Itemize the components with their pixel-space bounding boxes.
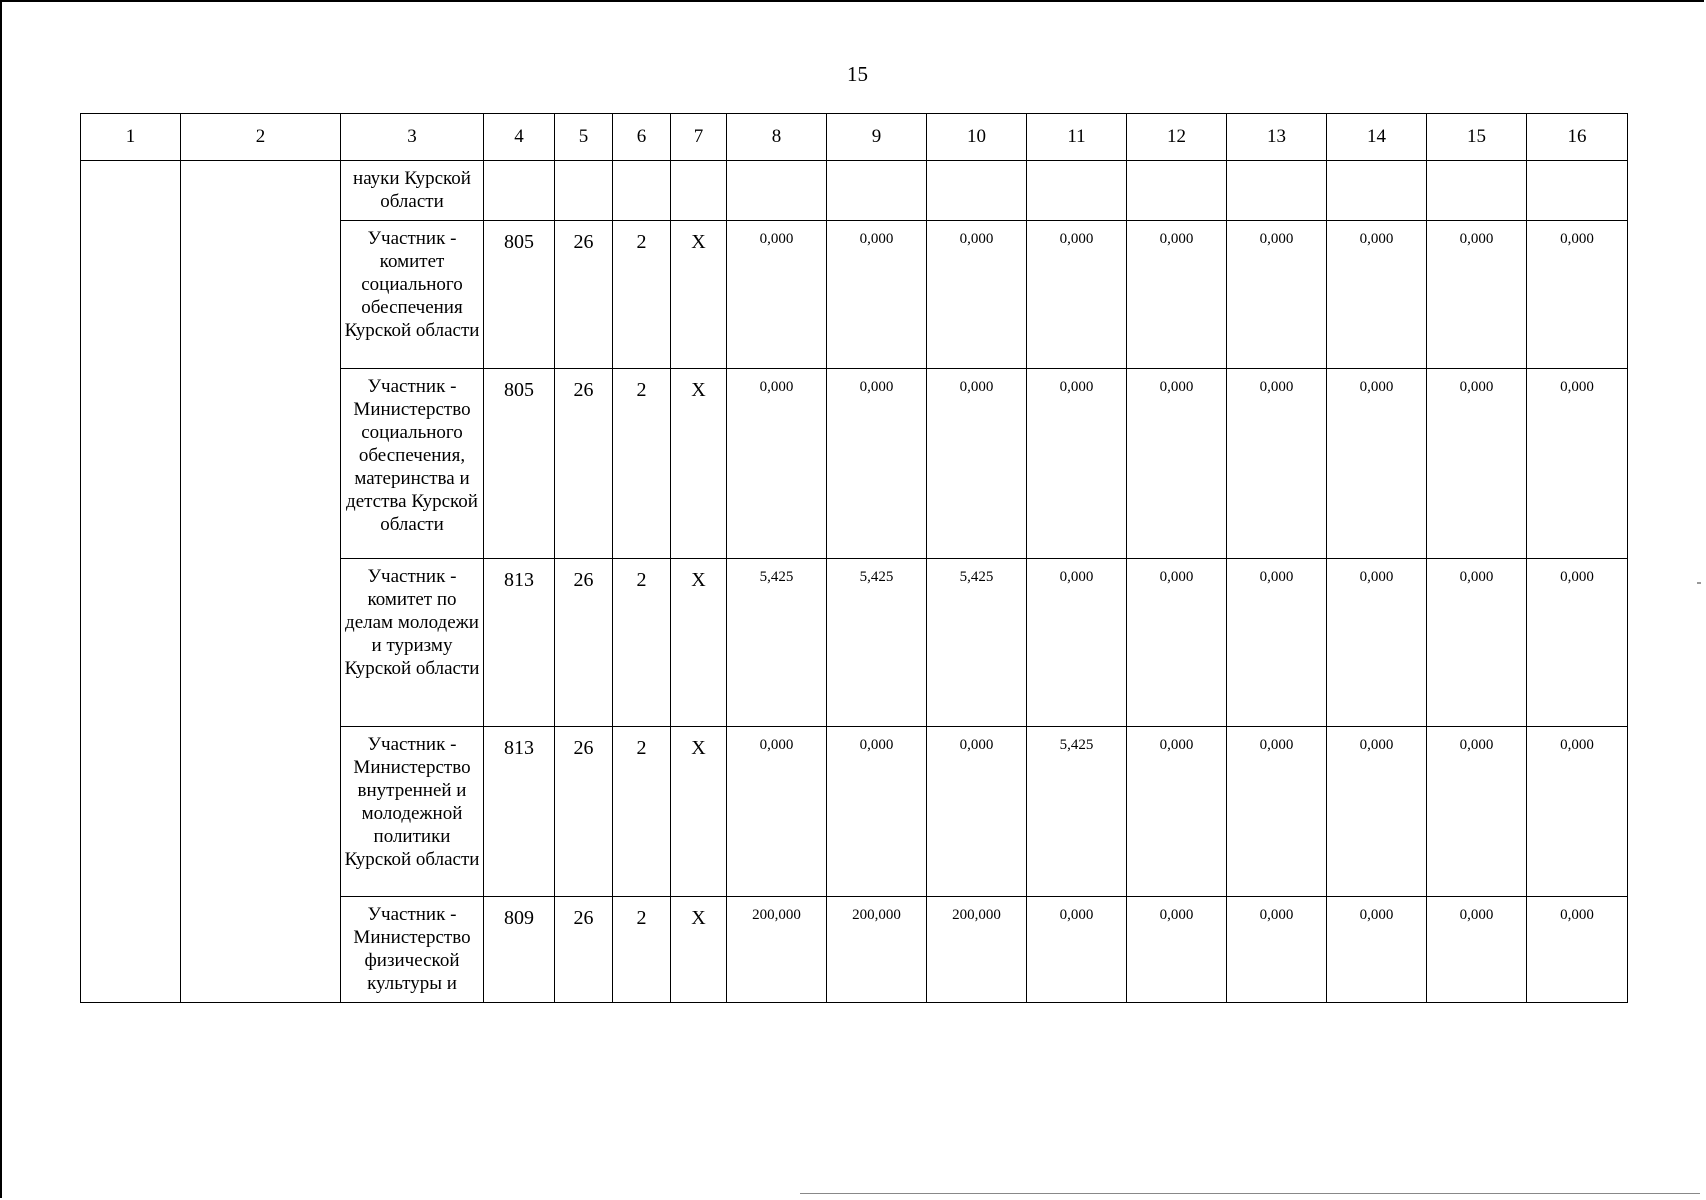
value-cell-col-9: 0,000: [827, 221, 927, 369]
value-cell-col-8: 0,000: [727, 221, 827, 369]
participant-cell: Участник - Министерство социального обеспечения, материнства и детства Курской области: [341, 369, 484, 559]
code-cell-col-6: 2: [613, 369, 671, 559]
value-cell-col-15: 0,000: [1427, 897, 1527, 1003]
code-cell-col-5: [555, 161, 613, 221]
value-cell-col-16: 0,000: [1527, 559, 1628, 727]
value-cell-col-15: 0,000: [1427, 221, 1527, 369]
code-cell-col-6: 2: [613, 727, 671, 897]
table-body: [81, 161, 1628, 1003]
value-cell-col-16: 0,000: [1527, 369, 1628, 559]
value-cell-col-14: 0,000: [1327, 221, 1427, 369]
value-cell-col-14: 0,000: [1327, 559, 1427, 727]
value-cell-col-16: 0,000: [1527, 727, 1628, 897]
value-cell-col-12: 0,000: [1127, 897, 1227, 1003]
code-cell-col-4: 809: [484, 897, 555, 1003]
value-cell-col-14: [1327, 161, 1427, 221]
code-cell-col-7: [671, 161, 727, 221]
code-cell-col-5: 26: [555, 727, 613, 897]
code-cell-col-6: 2: [613, 221, 671, 369]
value-cell-col-12: [1127, 161, 1227, 221]
column-number-15: 15: [1427, 114, 1527, 161]
code-cell-col-6: [613, 161, 671, 221]
value-cell-col-15: 0,000: [1427, 559, 1527, 727]
code-cell-col-4: [484, 161, 555, 221]
value-cell-col-14: 0,000: [1327, 727, 1427, 897]
value-cell-col-16: 0,000: [1527, 897, 1628, 1003]
merged-cell-col-1: [81, 161, 181, 1003]
value-cell-col-9: 5,425: [827, 559, 927, 727]
scan-artifact-line: [800, 1193, 1700, 1194]
value-cell-col-10: 0,000: [927, 369, 1027, 559]
code-cell-col-7: Х: [671, 221, 727, 369]
column-number-5: 5: [555, 114, 613, 161]
value-cell-col-13: 0,000: [1227, 727, 1327, 897]
value-cell-col-11: 0,000: [1027, 897, 1127, 1003]
value-cell-col-12: 0,000: [1127, 727, 1227, 897]
value-cell-col-8: 0,000: [727, 369, 827, 559]
participant-cell: науки Курской области: [341, 161, 484, 221]
value-cell-col-15: 0,000: [1427, 727, 1527, 897]
code-cell-col-5: 26: [555, 897, 613, 1003]
value-cell-col-12: 0,000: [1127, 559, 1227, 727]
code-cell-col-7: Х: [671, 559, 727, 727]
value-cell-col-16: [1527, 161, 1628, 221]
value-cell-col-9: 0,000: [827, 727, 927, 897]
value-cell-col-15: 0,000: [1427, 369, 1527, 559]
value-cell-col-15: [1427, 161, 1527, 221]
value-cell-col-13: 0,000: [1227, 221, 1327, 369]
value-cell-col-11: 0,000: [1027, 559, 1127, 727]
value-cell-col-8: 0,000: [727, 727, 827, 897]
column-number-4: 4: [484, 114, 555, 161]
value-cell-col-10: 200,000: [927, 897, 1027, 1003]
code-cell-col-6: 2: [613, 559, 671, 727]
value-cell-col-13: 0,000: [1227, 559, 1327, 727]
column-number-9: 9: [827, 114, 927, 161]
code-cell-col-7: Х: [671, 897, 727, 1003]
code-cell-col-4: 813: [484, 559, 555, 727]
column-number-1: 1: [81, 114, 181, 161]
code-cell-col-5: 26: [555, 369, 613, 559]
value-cell-col-10: 5,425: [927, 559, 1027, 727]
code-cell-col-5: 26: [555, 221, 613, 369]
column-number-13: 13: [1227, 114, 1327, 161]
value-cell-col-16: 0,000: [1527, 221, 1628, 369]
code-cell-col-5: 26: [555, 559, 613, 727]
column-number-7: 7: [671, 114, 727, 161]
page-number: 15: [847, 62, 868, 86]
value-cell-col-8: [727, 161, 827, 221]
participant-cell: Участник - комитет социального обеспечения Курской области: [341, 221, 484, 369]
participant-cell: Участник - Министерство внутренней и молодежной политики Курской области: [341, 727, 484, 897]
scan-artifact-mark: [1697, 582, 1701, 584]
column-number-16: 16: [1527, 114, 1628, 161]
value-cell-col-12: 0,000: [1127, 369, 1227, 559]
merged-cell-col-2: [181, 161, 341, 1003]
value-cell-col-11: 5,425: [1027, 727, 1127, 897]
code-cell-col-7: Х: [671, 369, 727, 559]
code-cell-col-4: 805: [484, 221, 555, 369]
budget-table: [80, 113, 1628, 1003]
column-number-6: 6: [613, 114, 671, 161]
column-number-8: 8: [727, 114, 827, 161]
value-cell-col-12: 0,000: [1127, 221, 1227, 369]
value-cell-col-14: 0,000: [1327, 897, 1427, 1003]
value-cell-col-13: 0,000: [1227, 369, 1327, 559]
table-row: [81, 161, 1628, 221]
participant-cell: Участник - комитет по делам молодежи и туризму Курской области: [341, 559, 484, 727]
value-cell-col-11: [1027, 161, 1127, 221]
column-number-2: 2: [181, 114, 341, 161]
value-cell-col-9: 200,000: [827, 897, 927, 1003]
value-cell-col-9: [827, 161, 927, 221]
value-cell-col-10: [927, 161, 1027, 221]
column-number-3: 3: [341, 114, 484, 161]
column-number-14: 14: [1327, 114, 1427, 161]
column-number-11: 11: [1027, 114, 1127, 161]
value-cell-col-8: 5,425: [727, 559, 827, 727]
value-cell-col-10: 0,000: [927, 221, 1027, 369]
value-cell-col-14: 0,000: [1327, 369, 1427, 559]
value-cell-col-11: 0,000: [1027, 221, 1127, 369]
code-cell-col-4: 805: [484, 369, 555, 559]
column-number-row: [81, 114, 1628, 161]
code-cell-col-4: 813: [484, 727, 555, 897]
value-cell-col-9: 0,000: [827, 369, 927, 559]
code-cell-col-6: 2: [613, 897, 671, 1003]
value-cell-col-10: 0,000: [927, 727, 1027, 897]
value-cell-col-13: 0,000: [1227, 897, 1327, 1003]
value-cell-col-13: [1227, 161, 1327, 221]
column-number-10: 10: [927, 114, 1027, 161]
column-number-12: 12: [1127, 114, 1227, 161]
code-cell-col-7: Х: [671, 727, 727, 897]
participant-cell: Участник - Министерство физической культуры и: [341, 897, 484, 1003]
value-cell-col-11: 0,000: [1027, 369, 1127, 559]
value-cell-col-8: 200,000: [727, 897, 827, 1003]
